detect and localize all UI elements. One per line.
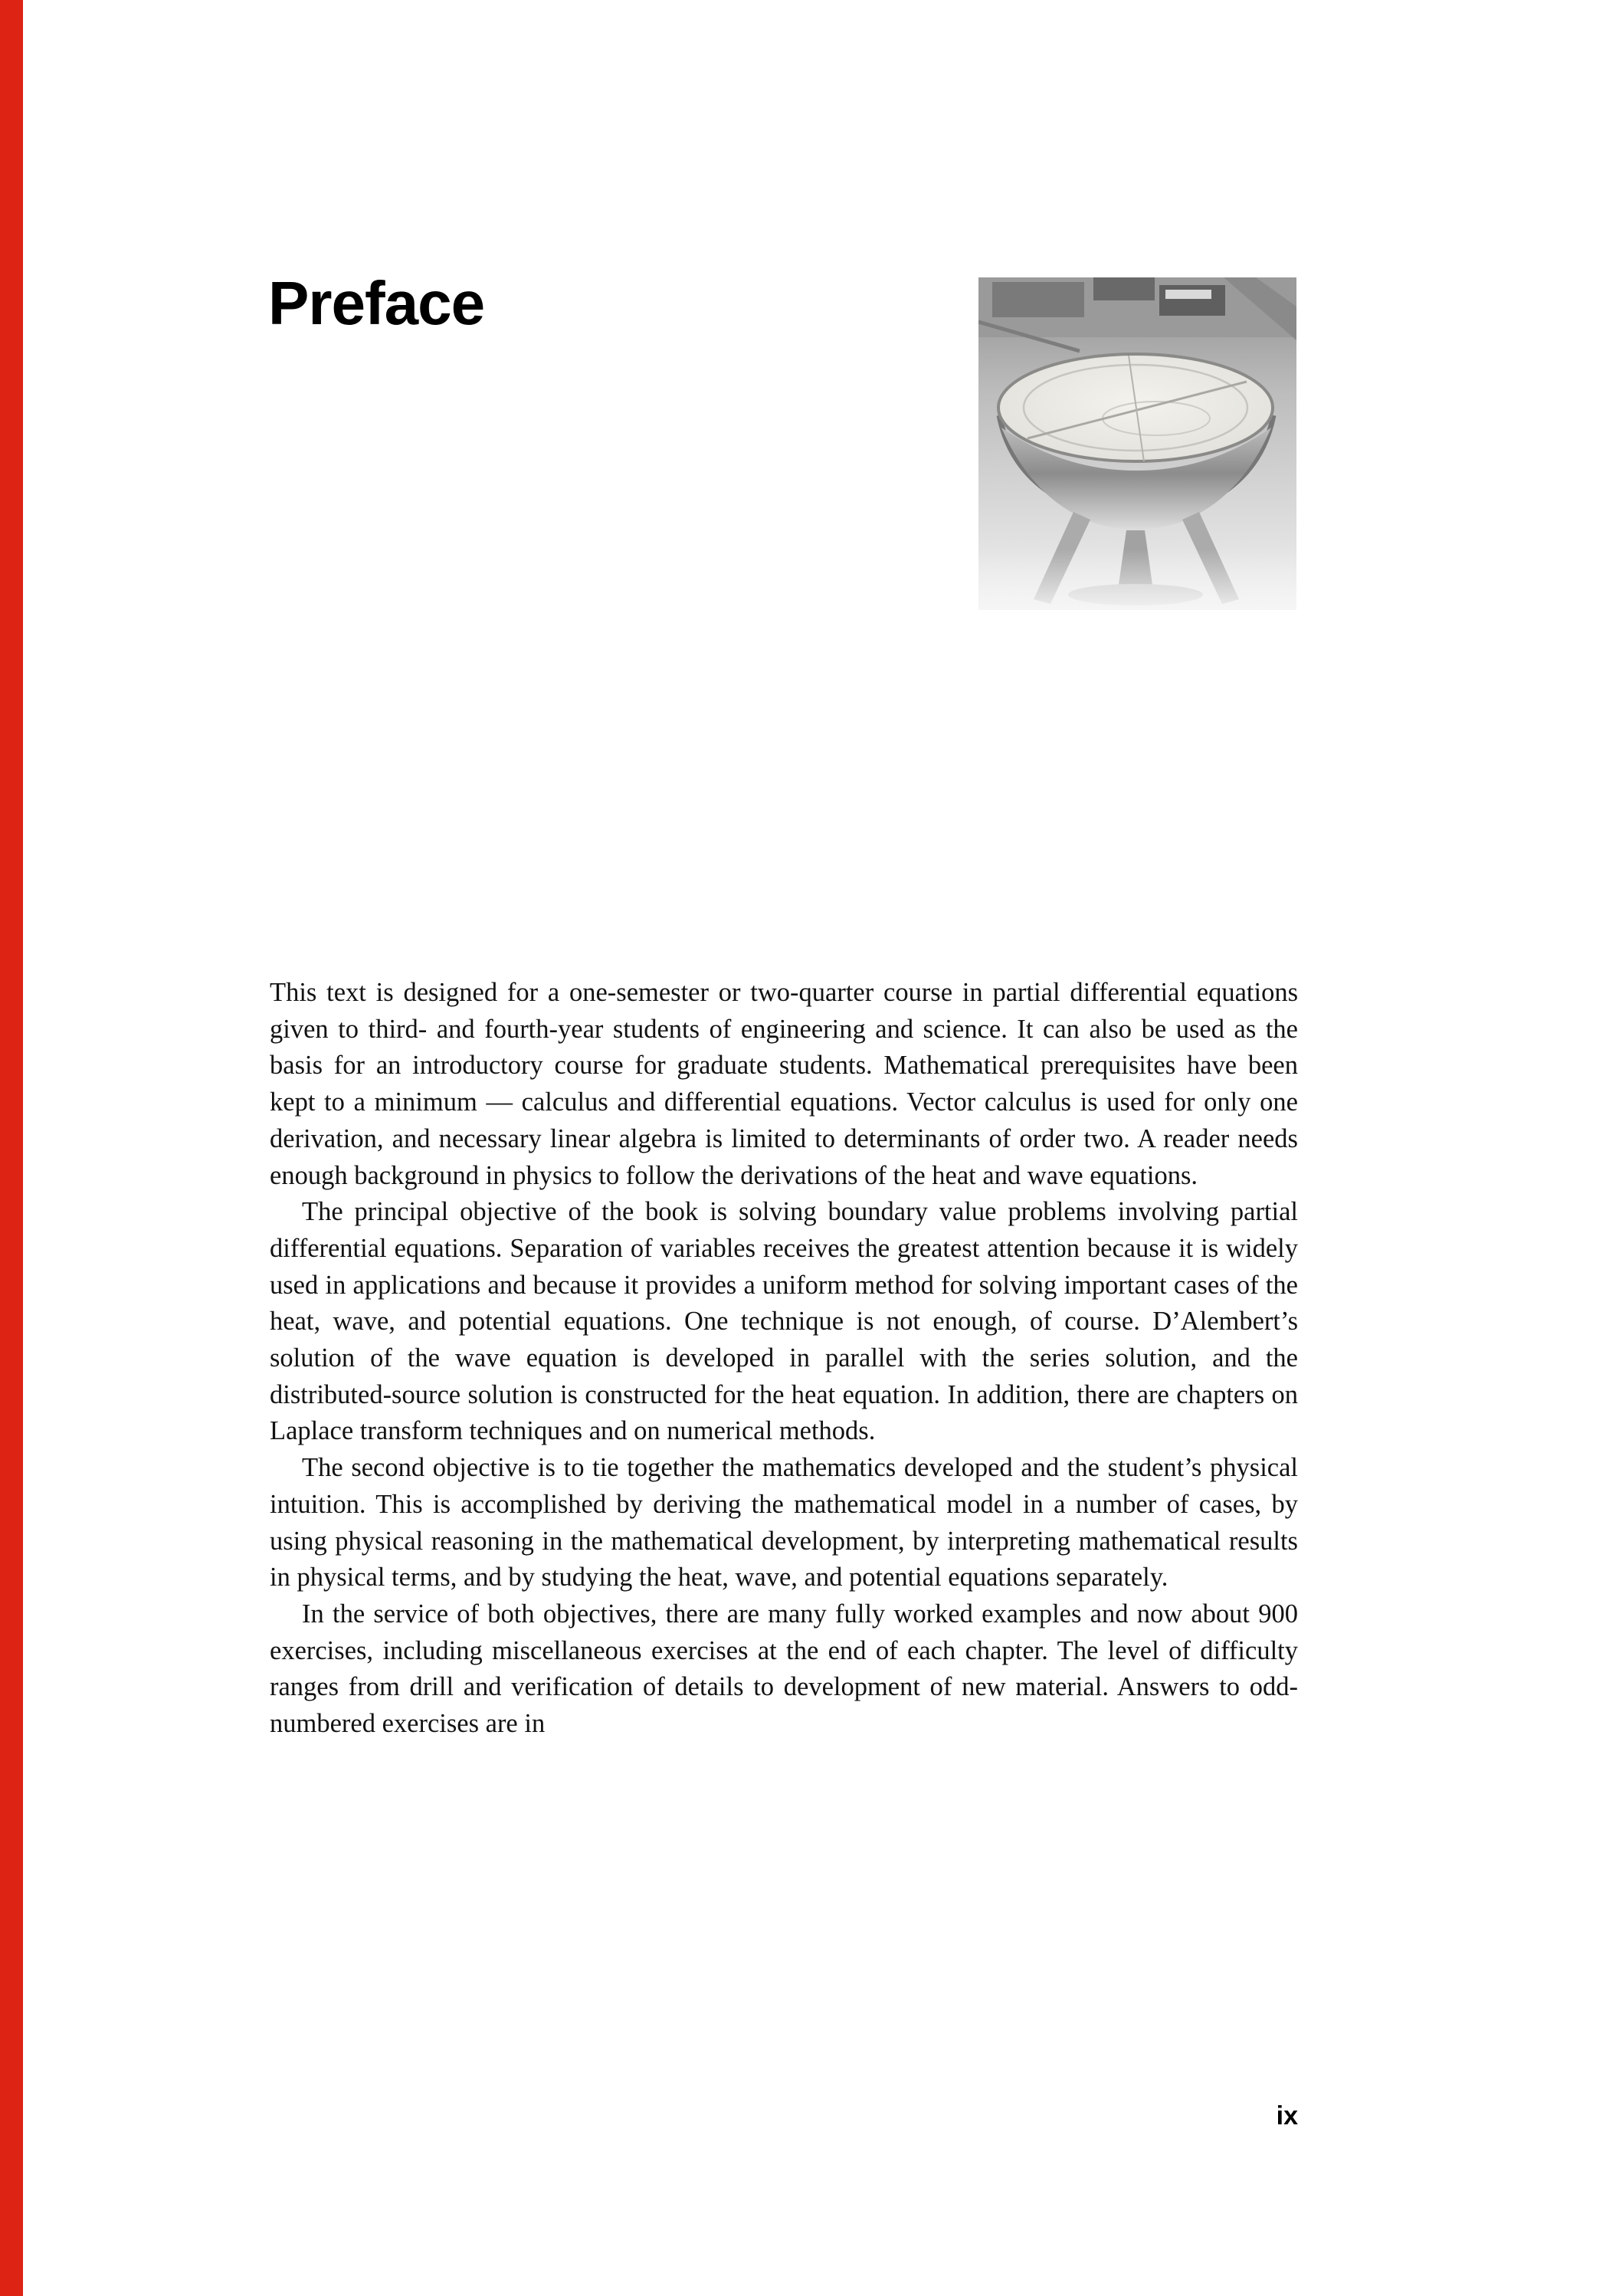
page-number: ix [1276, 2101, 1298, 2130]
page-title: Preface [268, 269, 485, 337]
paragraph: This text is designed for a one-semester or two-quarter course in partial differential equations given to third- and fourth-year students of engineering and science. It can also be used as the basis for an introductory course for graduate students. Mathematical prerequisites have been kept to a minimum — calculus and differential equations. Vector calculus is used for only one derivation, and necessary linear algebra is limited to determinants of order two. A reader needs enough background in physics to follow the derivations of the heat and wave equations. [270, 978, 1298, 1190]
paragraph: In the service of both objectives, there are many fully worked examples and now about 900 exercises, including miscellaneous exercises at the end of each chapter. The level of difficulty ranges from drill and verification of details to development of new material. Answers to odd-numbered exercises are in [270, 1599, 1298, 1739]
timpani-image [978, 277, 1296, 610]
paragraph: The second objective is to tie together the mathematics developed and the student’s physical intuition. This is accomplished by deriving the mathematical model in a number of cases, by using physical reasoning in the mathematical development, by interpreting mathematical results in physical terms, and by studying the heat, wave, and potential equations separately. [270, 1453, 1298, 1592]
chapter-photo [978, 277, 1296, 610]
paragraph: The principal objective of the book is solving boundary value problems involving partial differential equations. Separation of variables receives the greatest attention because it is widely used in applications and because it provides a uniform method for solving important cases of the heat, wave, and potential equations. One technique is not enough, of course. D’Alembert’s solution of the wave equation is developed in parallel with the series solution, and the distributed-source solution is constructed for the heat equation. In addition, there are chapters on Laplace transform techniques and on numerical methods. [270, 1197, 1298, 1446]
spine-accent-bar [0, 0, 23, 2296]
preface-body [270, 975, 1298, 1743]
